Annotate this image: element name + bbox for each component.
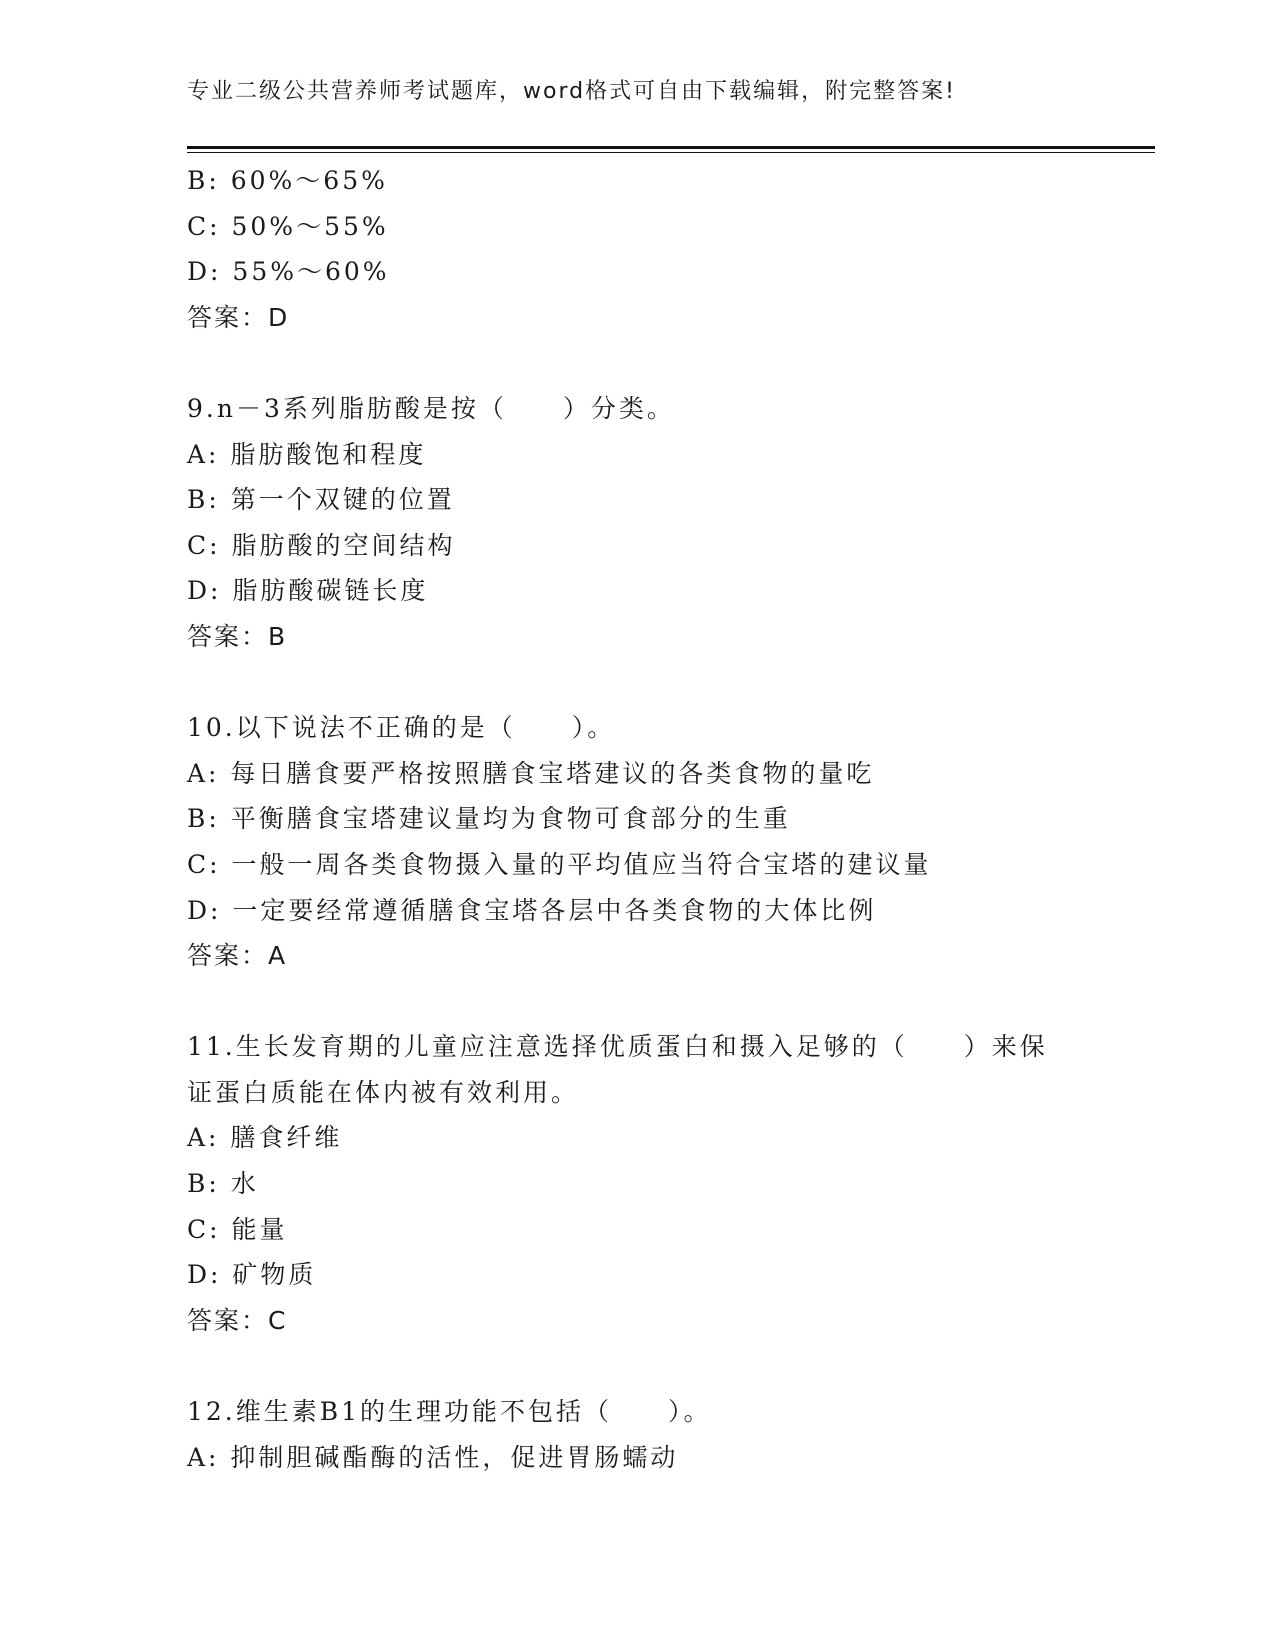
q10-option-b: B: 平衡膳食宝塔建议量均为食物可食部分的生重 — [187, 804, 791, 834]
header-rule-thin — [187, 152, 1155, 153]
q11-option-b: B: 水 — [187, 1169, 259, 1199]
page-header: 专业二级公共营养师考试题库，word格式可自由下载编辑，附完整答案! — [187, 79, 956, 104]
q9-option-c: C: 脂肪酸的空间结构 — [187, 530, 456, 560]
q9-option-b: B: 第一个双键的位置 — [187, 485, 455, 515]
q8-option-d: D: 55%～60% — [187, 257, 390, 287]
q9-stem: 9.n－3系列脂肪酸是按（ ）分类。 — [187, 393, 675, 423]
q11-option-a: A: 膳食纤维 — [187, 1123, 343, 1153]
q8-option-b: B: 60%～65% — [187, 166, 388, 195]
spacer — [187, 1343, 1087, 1389]
q8-option-c: C: 50%～55% — [187, 211, 389, 241]
q11-stem-line1: 11.生长发育期的儿童应注意选择优质蛋白和摄入足够的（ ）来保 — [187, 1032, 1048, 1062]
q10-option-c: C: 一般一周各类食物摄入量的平均值应当符合宝塔的建议量 — [187, 849, 932, 879]
exam-content — [187, 158, 1087, 1480]
q10-answer: 答案：A — [187, 941, 288, 971]
q9-answer: 答案：B — [187, 621, 288, 651]
q12-stem: 12.维生素B1的生理功能不包括（ ）。 — [187, 1397, 712, 1427]
spacer — [187, 979, 1087, 1025]
q9-option-d: D: 脂肪酸碳链长度 — [187, 576, 429, 606]
q10-option-d: D: 一定要经常遵循膳食宝塔各层中各类食物的大体比例 — [187, 895, 877, 925]
header-rule-thick — [187, 146, 1155, 149]
q11-answer: 答案：C — [187, 1305, 288, 1335]
q10-stem: 10.以下说法不正确的是（ ）。 — [187, 713, 616, 743]
q11-stem-line2: 证蛋白质能在体内被有效利用。 — [187, 1077, 580, 1107]
q11-option-c: C: 能量 — [187, 1214, 288, 1244]
spacer — [187, 660, 1087, 706]
q12-option-a: A: 抑制胆碱酯酶的活性，促进胃肠蠕动 — [187, 1442, 679, 1472]
q9-option-a: A: 脂肪酸饱和程度 — [187, 439, 427, 469]
q10-option-a: A: 每日膳食要严格按照膳食宝塔建议的各类食物的量吃 — [187, 758, 875, 788]
q11-option-d: D: 矿物质 — [187, 1260, 317, 1290]
spacer — [187, 340, 1087, 386]
q8-answer: 答案：D — [187, 302, 290, 332]
